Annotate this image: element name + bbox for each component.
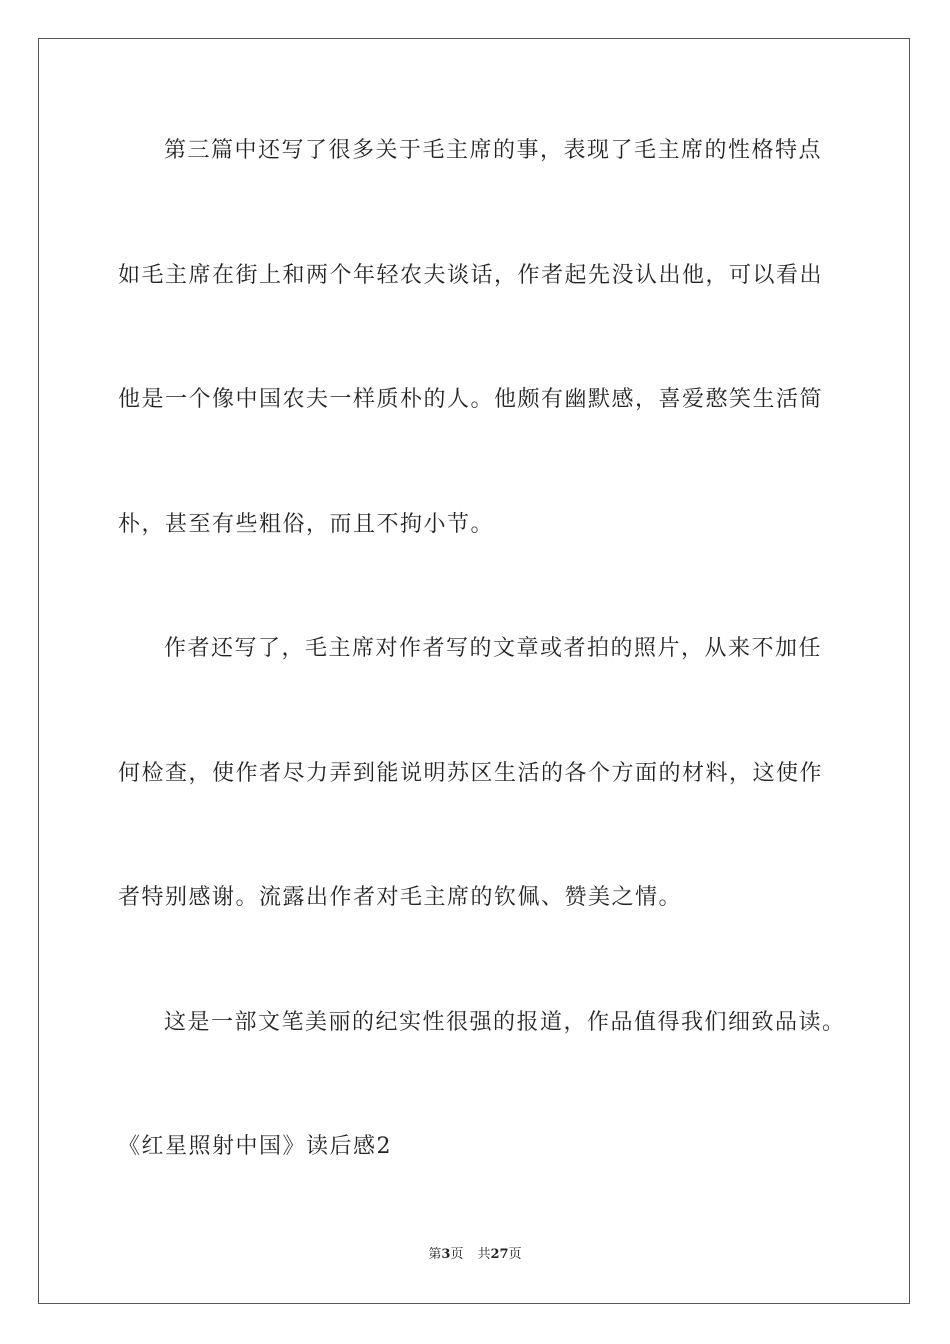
- page-border: [38, 38, 910, 1304]
- footer-total-prefix: 共: [477, 1247, 491, 1262]
- paragraph-2-line-3: 者特别感谢。流露出作者对毛主席的钦佩、赞美之情。: [118, 885, 683, 910]
- footer-page-number: 3: [441, 1247, 451, 1262]
- paragraph-1-line-4: 朴，甚至有些粗俗，而且不拘小节。: [118, 512, 495, 537]
- footer-total-pages: 27: [490, 1247, 509, 1262]
- footer-total-suffix: 页: [508, 1247, 522, 1262]
- paragraph-1-line-1: 第三篇中还写了很多关于毛主席的事，表现了毛主席的性格特点: [164, 138, 823, 163]
- section-heading: 《红星照射中国》读后感2: [118, 1134, 392, 1159]
- paragraph-1-line-3: 他是一个像中国农夫一样质朴的人。他颇有幽默感，喜爱憨笑生活简: [118, 387, 824, 412]
- paragraph-3-line-1: 这是一部文笔美丽的纪实性很强的报道，作品值得我们细致品读。: [164, 1010, 846, 1035]
- paragraph-2-line-1: 作者还写了，毛主席对作者写的文章或者拍的照片，从来不加任: [164, 636, 823, 661]
- footer-page-prefix: 第: [428, 1247, 442, 1262]
- page-footer: [0, 1246, 950, 1264]
- footer-page-suffix: 页: [450, 1247, 464, 1262]
- paragraph-2-line-2: 何检查，使作者尽力弄到能说明苏区生活的各个方面的材料，这使作: [118, 761, 824, 786]
- paragraph-1-line-2: 如毛主席在街上和两个年轻农夫谈话，作者起先没认出他，可以看出: [118, 263, 824, 288]
